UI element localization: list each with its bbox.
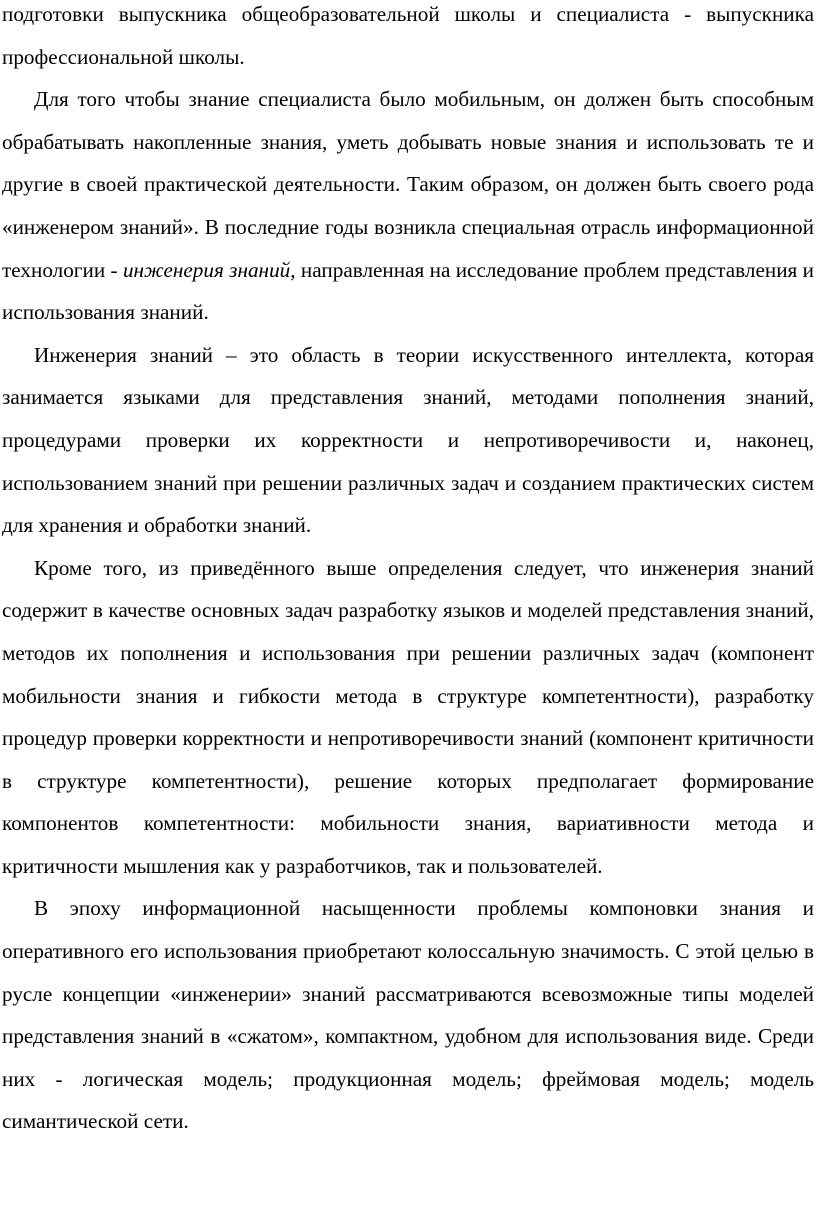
- paragraph-5-text: В эпоху информационной насыщенности проблемы компоновки знания и оперативного его использования приобретают колоссальную значимость. С этой целью в русле концепции «инженерии» знаний рассматриваются всевозможные типы моделей представления знаний в «сжатом», компактном, удобном для использования виде. Среди них - логическая модель; продукционная модель; фреймовая модель; модель симантической сети.: [2, 896, 814, 1134]
- paragraph-1: [2, 0, 814, 78]
- paragraph-4-text: Кроме того, из приведённого выше определения следует, что инженерия знаний содержит в качестве основных задач разработку языков и моделей представления знаний, методов их пополнения и использования при решении различных задач (компонент мобильности знания и гибкости метода в структуре компетентности), разработку процедур проверки корректности и непротиворечивости знаний (компонент критичности в структуре компетентности), решение которых предполагает формирование компонентов компетентности: мобильности знания, вариативности метода и критичности мышления как у разработчиков, так и пользователей.: [2, 555, 814, 878]
- paragraph-2-italic-term: инженерия знаний: [122, 257, 291, 282]
- paragraph-2-text-after: , направленная на исследование проблем представления и использования знаний.: [2, 257, 814, 325]
- paragraph-2-text-before: Для того чтобы знание специалиста было мобильным, он должен быть способным обрабатывать накопленные знания, уметь добывать новые знания и использовать те и другие в своей практической деятельности. Таким образом, он должен быть своего рода «инженером знаний». В последние годы возникла специальная отрасль информационной технологии -: [2, 87, 814, 282]
- paragraph-3-text: Инженерия знаний – это область в теории искусственного интеллекта, которая занимается языками для представления знаний, методами пополнения знаний, процедурами проверки их корректности и непротиворечивости и, наконец, использованием знаний при решении различных задач и созданием практических систем для хранения и обработки знаний.: [2, 342, 814, 538]
- paragraph-2: [2, 78, 814, 334]
- paragraph-4: [2, 547, 814, 888]
- paragraph-5: [2, 887, 814, 1143]
- paragraph-3: [2, 334, 814, 547]
- paragraph-1-text: подготовки выпускника общеобразовательной школы и специалиста - выпускника профессиональной школы.: [2, 2, 814, 69]
